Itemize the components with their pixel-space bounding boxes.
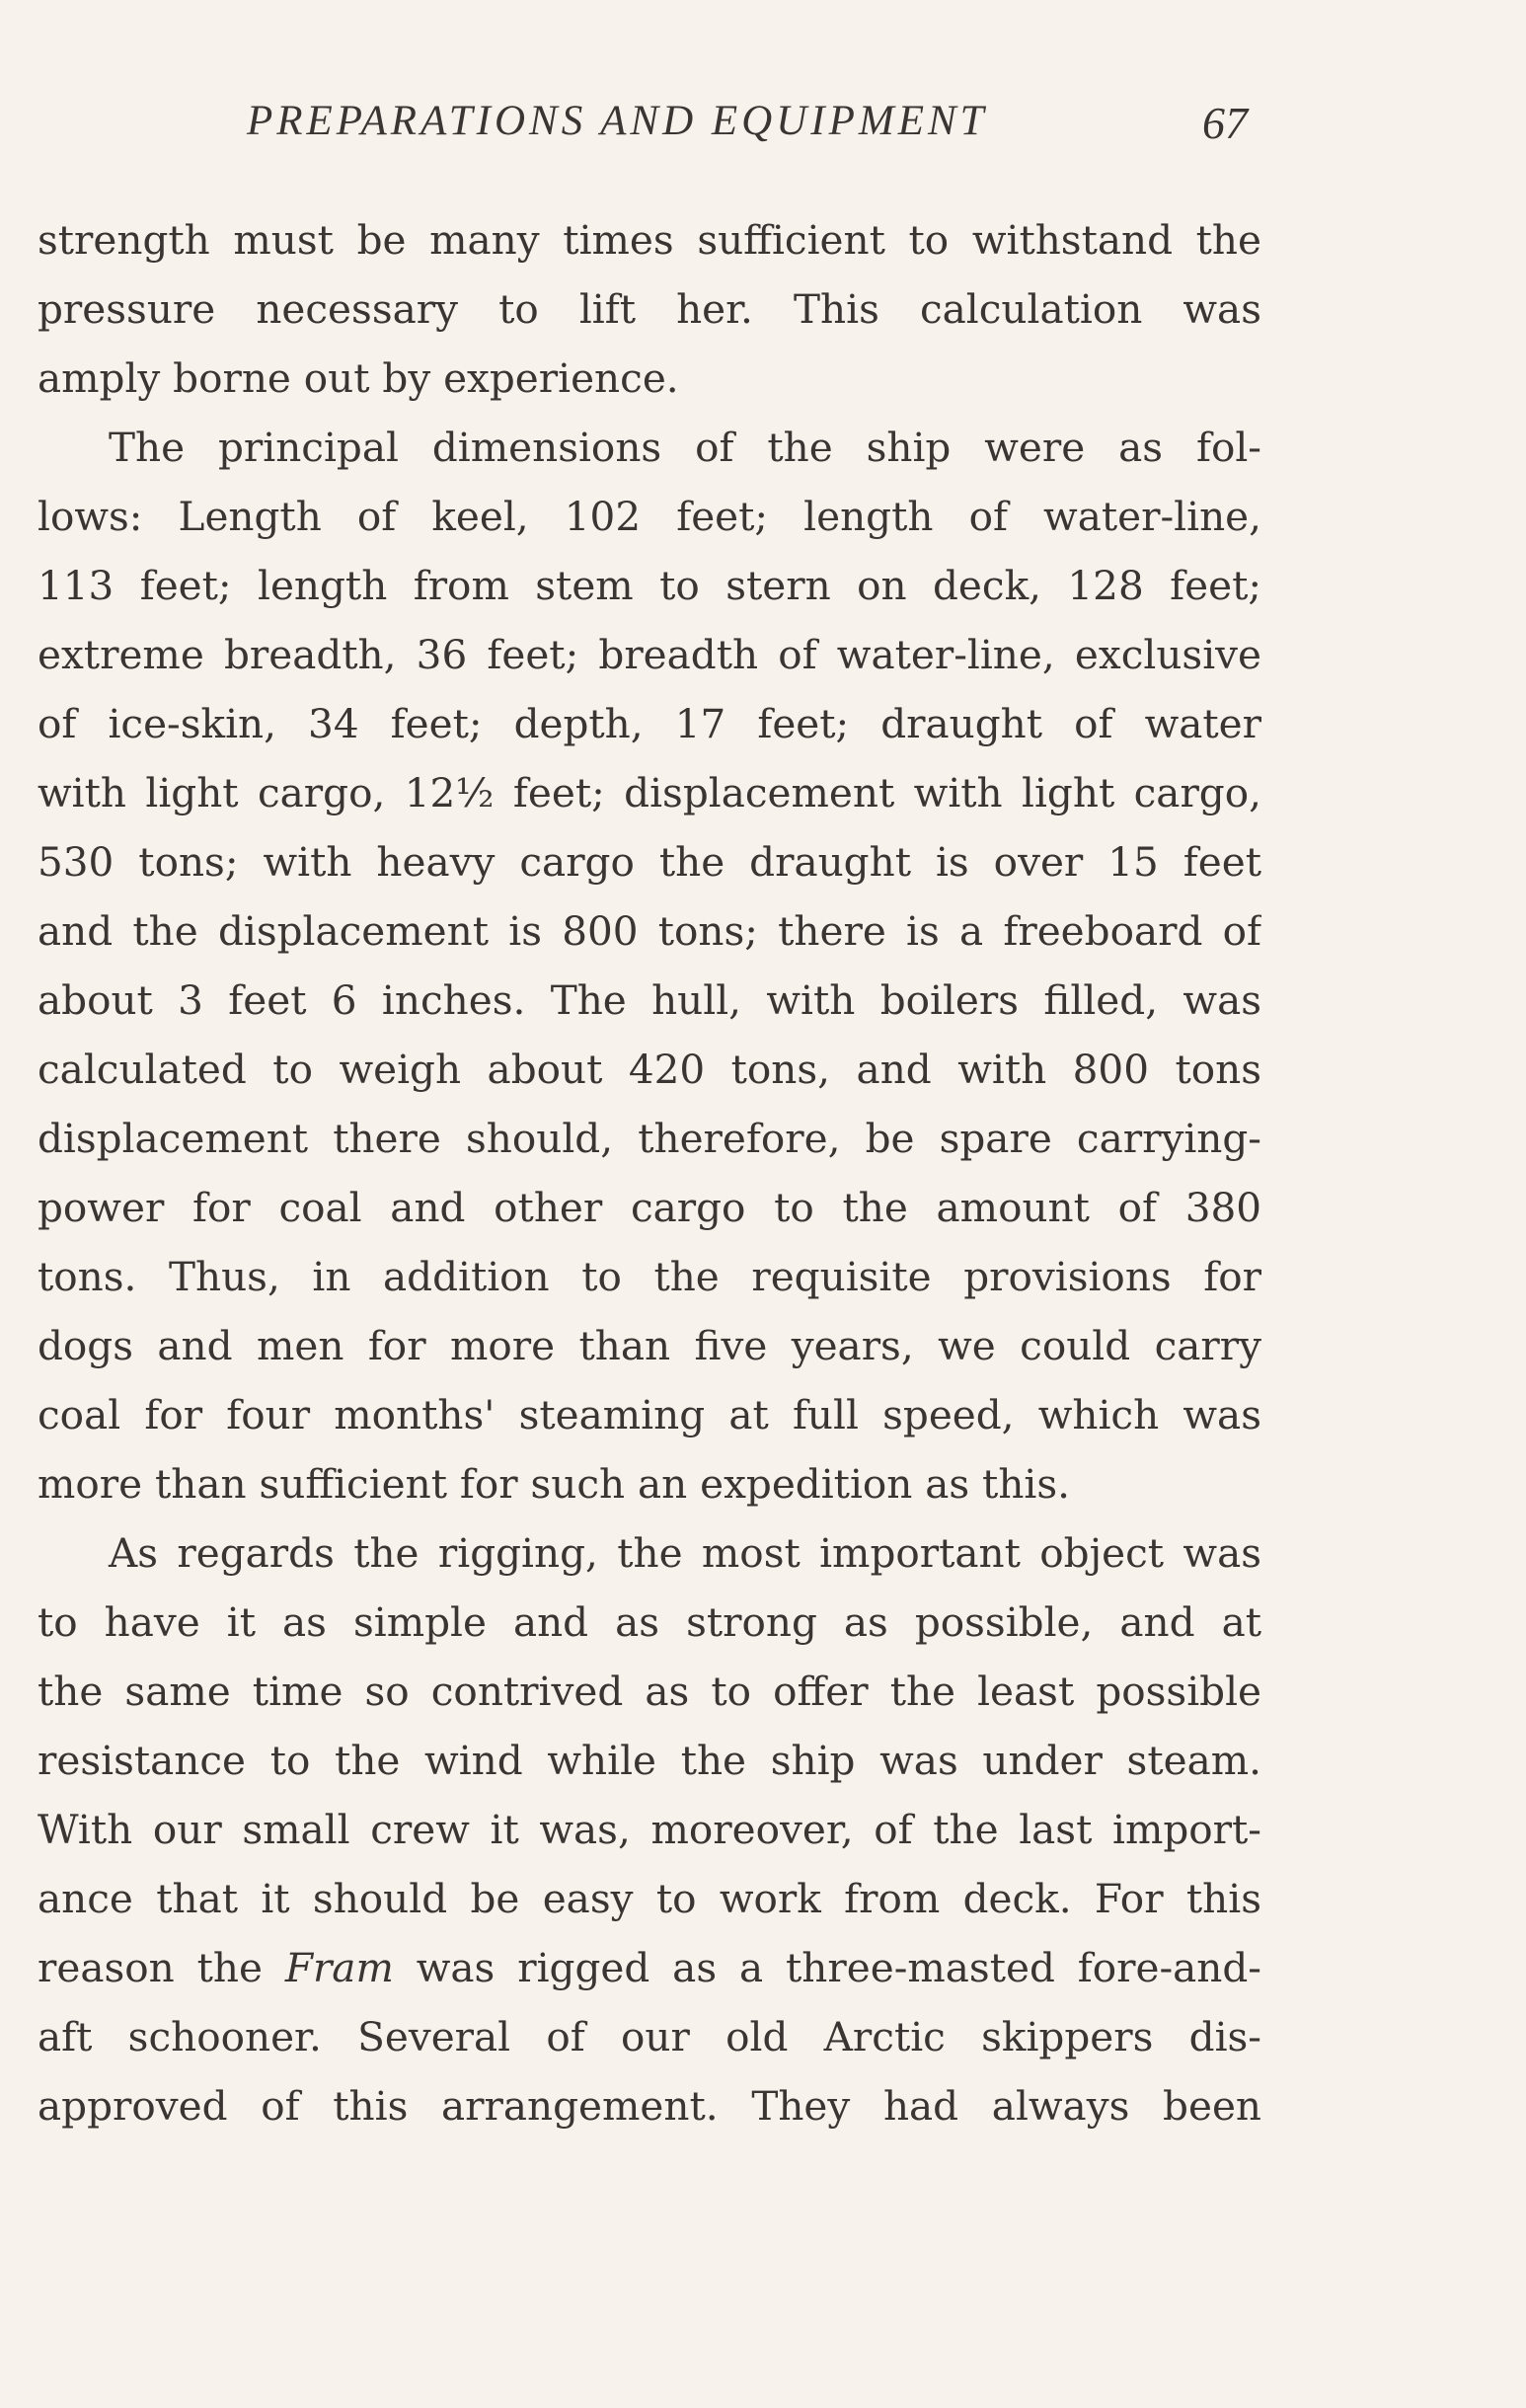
text-line: with light cargo, 12½ feet; displacement with light cargo, [38, 769, 1261, 816]
text-line: pressure necessary to lift her. This calculation was [38, 285, 1261, 333]
line-text-before: reason the [38, 1944, 285, 1991]
text-line: more than sufficient for such an expedition as this. [38, 1460, 1071, 1508]
text-line: about 3 feet 6 inches. The hull, with boilers filled, was [38, 976, 1261, 1024]
text-line: 113 feet; length from stem to stern on deck, 128 feet; [38, 562, 1261, 609]
text-line: tons. Thus, in addition to the requisite provisions for [38, 1253, 1261, 1300]
text-line: power for coal and other cargo to the amount of 380 [38, 1184, 1261, 1231]
text-line: coal for four months' steaming at full speed, which was [38, 1391, 1261, 1438]
text-line: resistance to the wind while the ship was under steam. [38, 1737, 1261, 1784]
text-line: strength must be many times sufficient to withstand the [38, 216, 1261, 264]
text-line: lows: Length of keel, 102 feet; length of water-line, [38, 493, 1261, 540]
text-line: With our small crew it was, moreover, of the last import- [38, 1806, 1261, 1853]
running-head [38, 97, 1261, 156]
text-line: aft schooner. Several of our old Arctic skippers dis- [38, 2013, 1261, 2060]
line-text-after: was rigged as a three-masted fore-and- [393, 1944, 1261, 1991]
text-line: amply borne out by experience. [38, 354, 679, 402]
text-line: and the displacement is 800 tons; there is a freeboard of [38, 907, 1261, 955]
text-line: of ice-skin, 34 feet; depth, 17 feet; draught of water [38, 700, 1261, 747]
text-line: displacement there should, therefore, be spare carrying- [38, 1115, 1261, 1162]
ship-name-fram: Fram [284, 1944, 394, 1991]
running-title: PREPARATIONS AND EQUIPMENT [247, 98, 988, 144]
body-text [38, 205, 1261, 2140]
text-line: approved of this arrangement. They had always been [38, 2082, 1261, 2130]
text-line: calculated to weigh about 420 tons, and with 800 tons [38, 1046, 1261, 1093]
text-line: to have it as simple and as strong as possible, and at [38, 1598, 1261, 1646]
text-line: ance that it should be easy to work from deck. For this [38, 1875, 1261, 1922]
page-number: 67 [1202, 98, 1248, 148]
text-line: 530 tons; with heavy cargo the draught is over 15 feet [38, 838, 1261, 886]
text-line: extreme breadth, 36 feet; breadth of water-line, exclusive [38, 631, 1261, 678]
text-line: As regards the rigging, the most important object was [109, 1529, 1261, 1577]
text-line: dogs and men for more than five years, we could carry [38, 1322, 1261, 1369]
text-line-fram [38, 1933, 1261, 2002]
text-line: the same time so contrived as to offer the least possible [38, 1668, 1261, 1715]
text-line: The principal dimensions of the ship were as fol- [109, 424, 1261, 471]
